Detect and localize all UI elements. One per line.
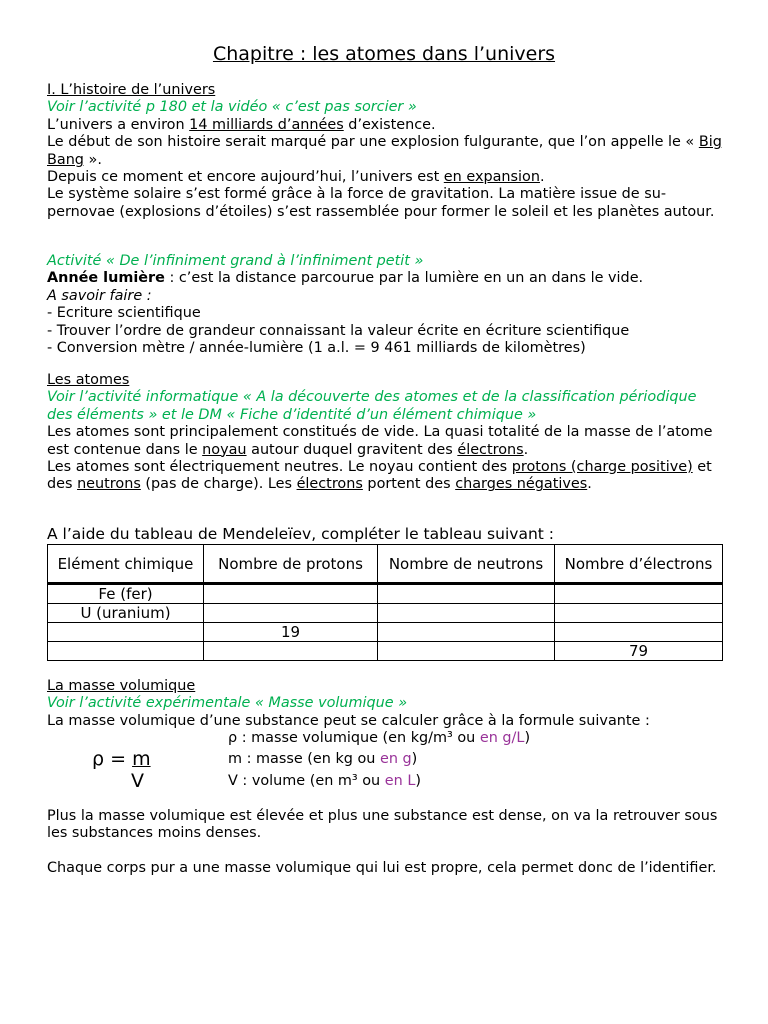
text: ρ : masse volumique (en kg/m³ ou	[228, 730, 480, 746]
table-cell[interactable]	[378, 584, 555, 604]
text: )	[415, 772, 421, 789]
section-light-year	[47, 253, 723, 357]
table-row	[48, 604, 723, 623]
section-atoms	[47, 372, 723, 494]
table-cell[interactable]	[204, 642, 378, 661]
paragraph	[47, 169, 723, 186]
table-cell: U (uranium)	[48, 604, 204, 623]
table-row	[48, 623, 723, 642]
list-item: - Ecriture scientifique	[47, 305, 201, 322]
table-cell: Fe (fer)	[48, 584, 204, 604]
text: L’univers a environ	[47, 116, 190, 133]
text: et des	[47, 459, 712, 493]
formula-definitions	[228, 730, 718, 790]
activity-reference: Voir l’activité informatique « A la découverte des atomes et de la classification périodique des éléments » et le DM « Fiche d’identité d’un élément chimique »	[47, 389, 697, 423]
underlined-text: charges négatives	[455, 476, 588, 493]
text: .	[523, 441, 529, 458]
underlined-text: noyau	[202, 441, 247, 458]
definition-mass	[228, 751, 718, 768]
formula-rho: ρ =	[92, 748, 133, 770]
table-cell[interactable]	[378, 623, 555, 642]
table-cell[interactable]	[378, 604, 555, 623]
underlined-text: électrons	[457, 441, 524, 458]
text: portent des	[362, 476, 456, 493]
section-heading: Les atomes	[47, 372, 130, 388]
text: V : volume (en m³ ou	[228, 772, 385, 789]
header-cell: Elément chimique	[48, 545, 204, 584]
paragraph: La masse volumique d’une substance peut se calculer grâce à la formule suivante :	[47, 712, 650, 729]
list-item: - Conversion mètre / année-lumière (1 a.l. = 9 461 milliards de kilomètres)	[47, 340, 586, 357]
alt-unit: en g	[379, 751, 412, 768]
text: autour duquel gravitent des	[246, 441, 458, 458]
paragraph	[47, 424, 723, 459]
underlined-text: électrons	[296, 476, 363, 493]
table-cell[interactable]	[378, 642, 555, 661]
element-table-wrapper	[47, 544, 723, 661]
header-cell: Nombre de protons	[204, 545, 378, 584]
density-formula-denominator: V	[131, 770, 144, 792]
text: )	[524, 730, 531, 746]
table-cell[interactable]	[48, 623, 204, 642]
underlined-text: protons (charge positive)	[511, 459, 693, 476]
element-table	[47, 544, 723, 661]
text: (pas de charge). Les	[140, 476, 297, 493]
text: .	[539, 169, 545, 186]
header-cell: Nombre d’électrons	[555, 545, 723, 584]
header-cell: Nombre de neutrons	[378, 545, 555, 584]
text: m : masse (en kg ou	[228, 751, 380, 768]
activity-reference: Voir l’activité expérimentale « Masse volumique »	[47, 695, 408, 712]
table-cell[interactable]	[204, 584, 378, 604]
definition	[47, 270, 723, 287]
text: d’existence.	[343, 116, 436, 133]
underlined-text: en expansion	[443, 169, 540, 186]
table-header-row	[48, 545, 723, 584]
text: .	[587, 476, 592, 493]
table-cell: 79	[555, 642, 723, 661]
section-heading: La masse volumique	[47, 678, 196, 694]
table-cell[interactable]	[555, 604, 723, 623]
list-item: - Trouver l’ordre de grandeur connaissant la valeur écrite en écriture scientifique	[47, 322, 630, 339]
table-row	[48, 642, 723, 661]
text: Depuis ce moment et encore aujourd’hui, l’univers est	[47, 169, 444, 186]
table-intro: A l’aide du tableau de Mendeleïev, compléter le tableau suivant :	[47, 525, 554, 543]
paragraph	[47, 459, 723, 494]
text: : c’est la distance parcourue par la lumière en un an dans le vide.	[164, 270, 644, 287]
activity-reference: Activité « De l’infiniment grand à l’infiniment petit »	[47, 253, 424, 269]
formula-mass: m	[132, 748, 151, 770]
table-row	[48, 584, 723, 604]
definition-volume	[228, 773, 718, 790]
paragraph	[47, 117, 723, 134]
density-paragraph: Plus la masse volumique est élevée et plus une substance est dense, on va la retrouver sous les substances moins denses.	[47, 808, 718, 842]
text: Les atomes sont principalement constitués de vide. La quasi totalité de la masse de l’atome est contenue dans le	[47, 424, 713, 458]
table-cell: 19	[204, 623, 378, 642]
section-density	[47, 678, 723, 730]
term: Année lumière	[47, 270, 165, 287]
paragraph	[47, 134, 723, 169]
page-title: Chapitre : les atomes dans l’univers	[212, 43, 556, 65]
definition-rho	[228, 730, 718, 747]
table-cell[interactable]	[204, 604, 378, 623]
table-cell[interactable]	[48, 642, 204, 661]
table-cell[interactable]	[555, 623, 723, 642]
underlined-text: Big Bang	[47, 134, 722, 168]
section-heading: I. L’histoire de l’univers	[47, 82, 216, 98]
underlined-text: neutrons	[77, 476, 141, 493]
table-cell[interactable]	[555, 584, 723, 604]
text: Le début de son histoire serait marqué par une explosion fulgurante, que l’on appelle le «	[47, 134, 699, 151]
paragraph: Le système solaire s’est formé grâce à la force de gravitation. La matière issue de su-pernovae (explosions d’étoiles) s’est rassemblée pour former le soleil et les planètes autour.	[47, 186, 715, 220]
text: ».	[83, 151, 102, 168]
text: )	[411, 751, 418, 768]
alt-unit: en g/L	[479, 730, 525, 746]
underlined-text: 14 milliards d’années	[189, 116, 344, 133]
alt-unit: en L	[384, 772, 416, 789]
density-paragraph: Chaque corps pur a une masse volumique qui lui est propre, cela permet donc de l’identifier.	[47, 860, 717, 876]
activity-reference: Voir l’activité p 180 et la vidéo « c’est pas sorcier »	[47, 99, 417, 116]
text: Les atomes sont électriquement neutres. Le noyau contient des	[47, 459, 512, 476]
savoir-faire-label: A savoir faire :	[47, 287, 152, 304]
density-formula-numerator	[92, 748, 151, 770]
section-history	[47, 82, 723, 221]
